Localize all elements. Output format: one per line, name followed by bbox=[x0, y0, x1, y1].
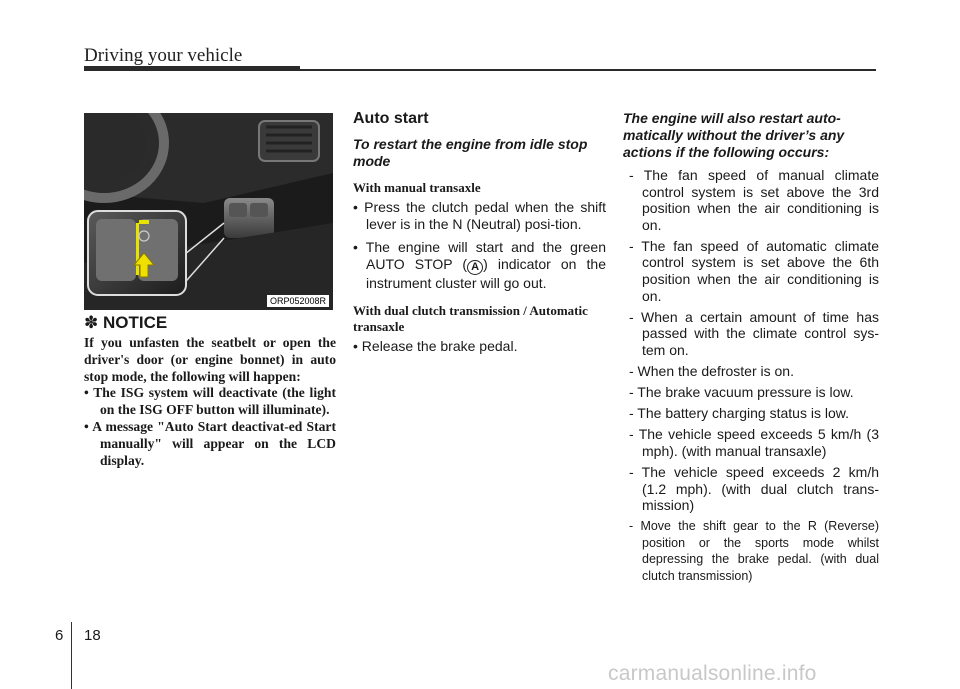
dct-steps-list bbox=[353, 338, 606, 355]
manual-step: • Press the clutch pedal when the shift lever is in the N (Neutral) posi-tion. bbox=[353, 199, 606, 232]
condition-item: - Move the shift gear to the R (Reverse) position or the sports mode whilst depressing the brake pedal. (with dual clutch transmission) bbox=[629, 519, 879, 584]
auto-start-subtitle: To restart the engine from idle stop mode bbox=[353, 136, 588, 169]
condition-item: - The vehicle speed exceeds 2 km/h (1.2 mph). (with dual clutch trans-mission) bbox=[629, 464, 879, 514]
manual-step-text-end: ) indicator on the instrument cluster will go out. bbox=[366, 255, 606, 291]
manual-steps-list bbox=[353, 199, 606, 291]
condition-item: - When a certain amount of time has passed with the climate control sys-tem on. bbox=[629, 308, 879, 358]
condition-item: - The fan speed of automatic climate control system is set above the 6th position when the air conditioning is on. bbox=[629, 237, 879, 304]
dct-step: • Release the brake pedal. bbox=[353, 338, 518, 355]
notice-title: ✽ NOTICE bbox=[84, 313, 168, 332]
auto-start-title: Auto start bbox=[353, 110, 429, 127]
notice-box bbox=[84, 313, 336, 469]
dashboard-illustration bbox=[84, 113, 333, 310]
auto-stop-indicator-icon: A bbox=[467, 260, 483, 275]
figure-label: ORP052008R bbox=[267, 295, 329, 307]
auto-restart-section bbox=[623, 110, 879, 589]
condition-item: - When the defroster is on. bbox=[629, 363, 794, 380]
auto-restart-heading: The engine will also restart auto-matically without the driver’s any actions if the following occurs: bbox=[623, 110, 845, 160]
footer-divider bbox=[71, 622, 72, 689]
notice-item: • A message "Auto Start deactivat-ed Start manually" will appear on the LCD display. bbox=[84, 418, 336, 468]
notice-list bbox=[84, 385, 336, 469]
page-header-title: Driving your vehicle bbox=[84, 45, 243, 66]
condition-item: - The vehicle speed exceeds 5 km/h (3 mph). (with manual transaxle) bbox=[629, 426, 879, 459]
notice-body: If you unfasten the seatbelt or open the driver's door (or engine bonnet) in auto stop mode, the following will happen: bbox=[84, 335, 336, 384]
manual-transaxle-heading: With manual transaxle bbox=[353, 180, 481, 195]
notice-item: • The ISG system will deactivate (the light on the ISG OFF button will illuminate). bbox=[84, 385, 336, 418]
auto-restart-conditions bbox=[623, 167, 879, 585]
auto-start-section bbox=[353, 110, 606, 367]
condition-item: - The brake vacuum pressure is low. bbox=[629, 384, 854, 401]
isg-button-figure bbox=[84, 113, 333, 310]
dct-heading: With dual clutch transmission / Automatic transaxle bbox=[353, 303, 588, 335]
manual-step-text-start: • The engine will start and the green AUTO STOP ( bbox=[353, 239, 606, 272]
condition-item: - The battery charging status is low. bbox=[629, 405, 849, 422]
footer-section-number: 6 bbox=[55, 627, 64, 644]
footer-page-number: 18 bbox=[84, 627, 101, 644]
condition-item: - The fan speed of manual climate control system is set above the 3rd position when the air conditioning is on. bbox=[629, 167, 879, 233]
manual-step bbox=[353, 239, 606, 291]
header-rule bbox=[84, 66, 876, 71]
watermark: carmanualsonline.info bbox=[608, 662, 817, 685]
